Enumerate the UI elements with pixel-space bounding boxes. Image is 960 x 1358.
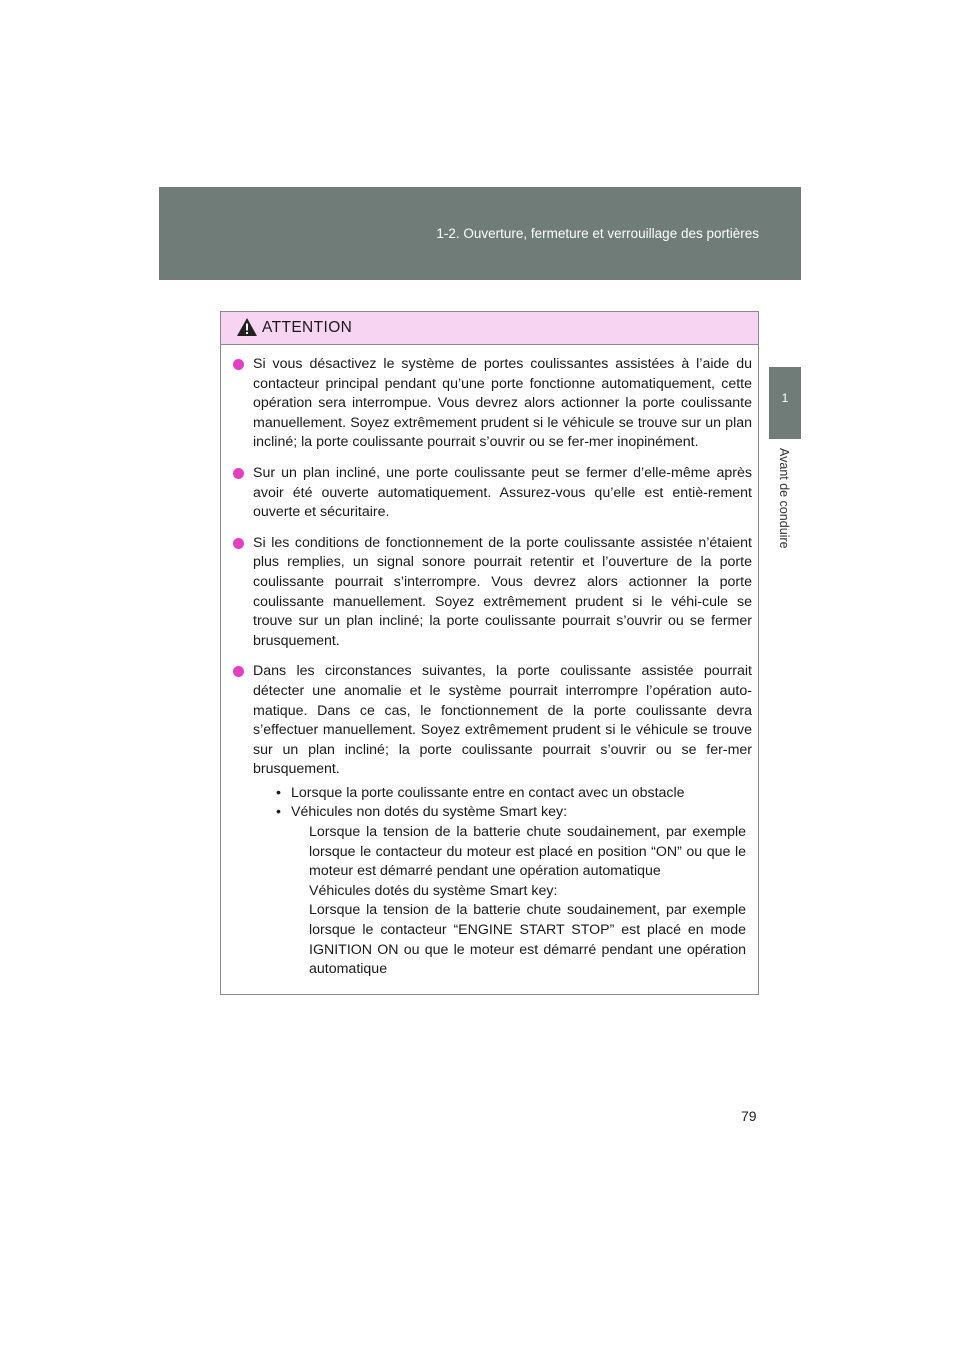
bullet-dot-icon — [233, 359, 244, 370]
caution-item — [231, 355, 752, 453]
caution-item — [231, 662, 752, 980]
warning-triangle-icon — [236, 317, 258, 337]
chapter-tab — [769, 367, 801, 439]
sub-bullet: • — [276, 804, 281, 821]
condition-item — [275, 784, 752, 804]
condition-item — [275, 803, 752, 979]
caution-body — [221, 345, 758, 980]
caution-item-text: Si vous désactivez le système de portes coulissantes assistées à l’aide du contacteur principal pendant qu’une porte fonctionne automatiquement, cette opération sera interrompue. Vous devrez alors actionner la porte coulissante manuellement. Soyez extrêmement prudent si le véhicule se trouve sur un plan incliné; la porte coulissante pourrait s’ouvrir ou se fer-mer inopinément. — [253, 356, 752, 451]
caution-title: ATTENTION — [262, 319, 353, 336]
condition-list — [253, 784, 752, 980]
sub-bullet: • — [276, 784, 281, 801]
chapter-label: Avant de conduire — [777, 448, 791, 549]
caution-item-text: Sur un plan incliné, une porte coulissante peut se fermer d’elle-même après avoir été ouverte automatiquement. Assurez-vous qu’elle est entiè-rement ouverte et sécuritaire. — [253, 464, 752, 521]
bullet-dot-icon — [233, 666, 244, 677]
header-band — [159, 187, 801, 280]
condition-variant-title: Véhicules dotés du système Smart key: — [309, 882, 558, 899]
section-title: 1-2. Ouverture, fermeture et verrouillage des portières — [436, 226, 759, 241]
bullet-dot-icon — [233, 468, 244, 479]
caution-item — [231, 534, 752, 652]
caution-box — [220, 311, 759, 995]
chapter-number: 1 — [781, 391, 789, 405]
page-number: 79 — [741, 1108, 757, 1124]
condition-text: Lorsque la porte coulissante entre en contact avec un obstacle — [291, 784, 685, 801]
caution-item-text: Dans les circonstances suivantes, la porte coulissante assistée pourrait détecter une anomalie et le système pourrait interrompre l’opération auto-matique. Dans ce cas, le fonctionnement de la porte coulissante devra s’effectuer manuellement. Soyez extrêmement prudent si le véhicule se trouve sur un plan incliné; la porte coulissante pourrait s’ouvrir ou se fer-mer brusquement. — [253, 663, 752, 778]
condition-detail: Lorsque la tension de la batterie chute soudainement, par exemple lorsque le contacteur “ENGINE START STOP” est placé en mode IGNITION ON ou que le moteur est démarré pendant une opération automatique — [309, 902, 746, 978]
condition-text: Véhicules non dotés du système Smart key: — [291, 804, 568, 821]
bullet-dot-icon — [233, 538, 244, 549]
condition-detail: Lorsque la tension de la batterie chute soudainement, par exemple lorsque le contacteur du moteur est placé en position “ON” ou que le moteur est démarré pendant une opération automatique — [309, 824, 746, 880]
caution-item — [231, 464, 752, 523]
caution-item-text: Si les conditions de fonctionnement de la porte coulissante assistée n’étaient plus remplies, un signal sonore pourrait retentir et l’ouverture de la porte coulissante pourrait s’interrompre. Vous devrez alors actionner la porte coulissante manuellement. Soyez extrêmement prudent si le véhi-cule se trouve sur un plan incliné; la porte coulissante pourrait s’ouvrir ou se fermer brusquement. — [253, 534, 752, 649]
caution-header — [221, 312, 758, 345]
